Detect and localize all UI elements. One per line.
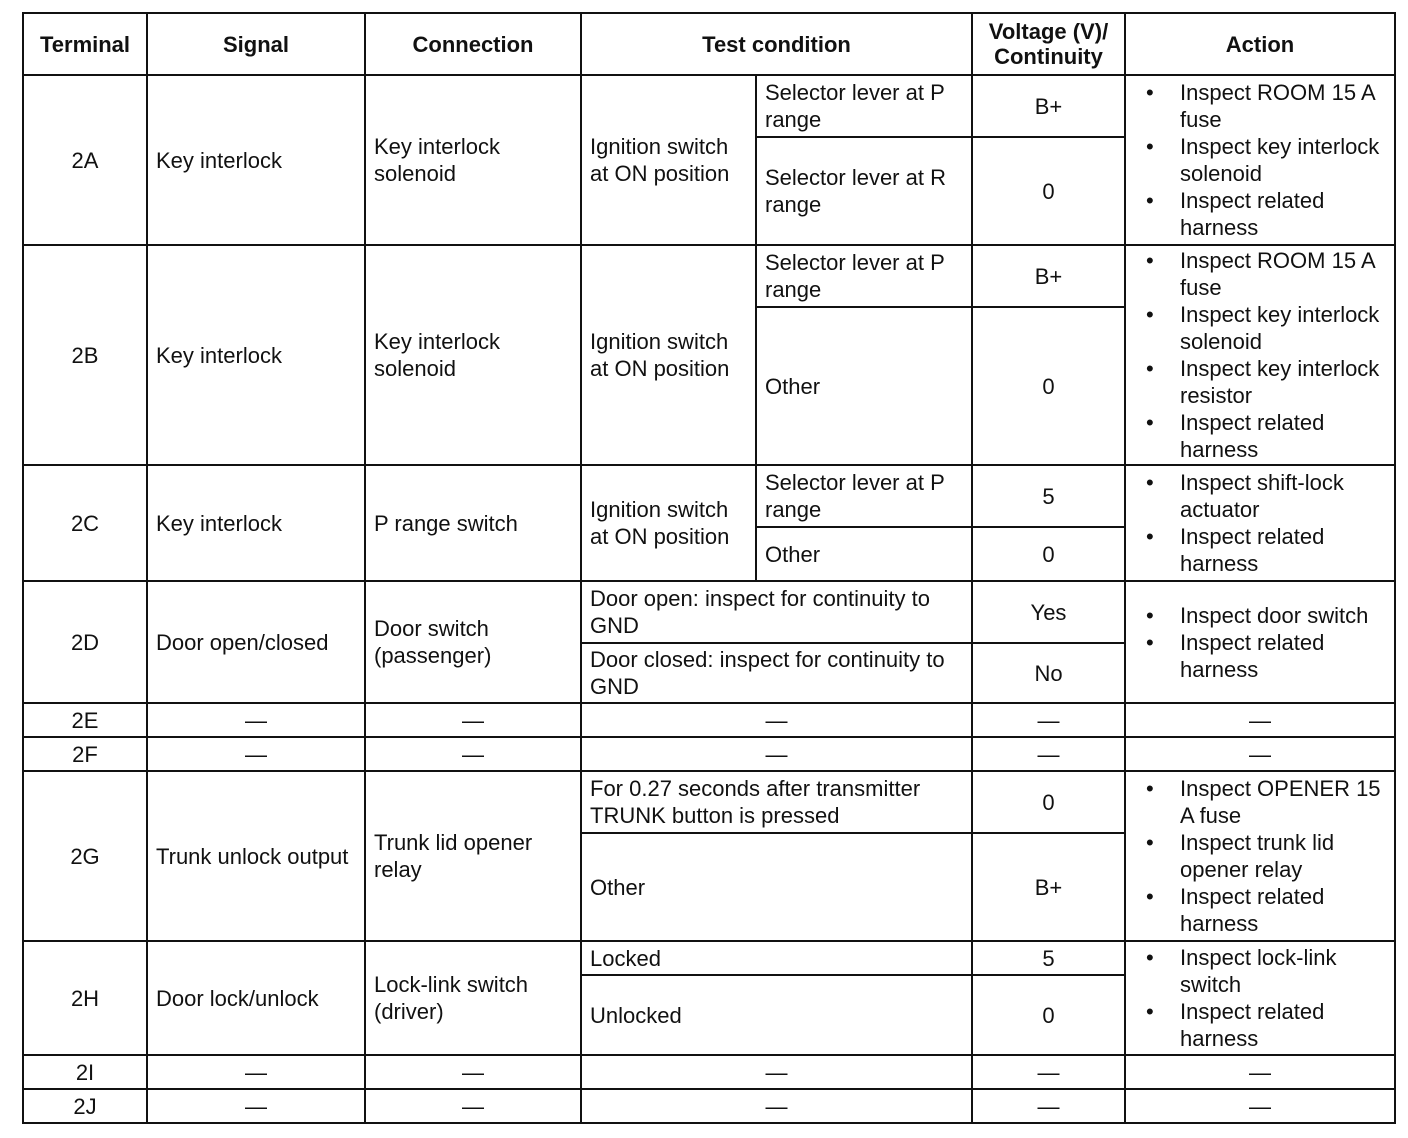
terminal-cell: 2D [23, 581, 147, 703]
table-row-2f [23, 737, 1395, 771]
signal-cell: — [147, 737, 365, 771]
action-cell [1125, 941, 1395, 1055]
sub-condition-cell: Selector lever at P range [756, 75, 972, 137]
condition-cell: Ignition switch at ON position [581, 75, 756, 245]
header-voltage: Voltage (V)/ Continuity [972, 13, 1125, 75]
action-cell [1125, 465, 1395, 581]
action-list [1134, 247, 1386, 463]
signal-cell: — [147, 1055, 365, 1089]
signal-cell: Door open/closed [147, 581, 365, 703]
action-item: • Inspect related harness [1180, 187, 1386, 241]
terminal-cell: 2C [23, 465, 147, 581]
action-item: • Inspect trunk lid opener relay [1180, 829, 1386, 883]
condition-cell: Unlocked [581, 975, 972, 1055]
action-list [1134, 469, 1386, 577]
action-cell: — [1125, 1089, 1395, 1123]
action-item: • Inspect door switch [1180, 602, 1386, 629]
connection-cell: Door switch (passenger) [365, 581, 581, 703]
value-cell: — [972, 1055, 1125, 1089]
signal-cell: — [147, 703, 365, 737]
table-row-2g [23, 771, 1395, 833]
action-cell [1125, 75, 1395, 245]
condition-cell: — [581, 1055, 972, 1089]
condition-cell: Ignition switch at ON position [581, 245, 756, 465]
condition-cell: — [581, 737, 972, 771]
terminal-table [22, 12, 1396, 1124]
value-cell: 0 [972, 771, 1125, 833]
table-row-2j [23, 1089, 1395, 1123]
header-action: Action [1125, 13, 1395, 75]
action-cell: — [1125, 737, 1395, 771]
terminal-table-wrapper [22, 12, 1396, 1124]
condition-cell: For 0.27 seconds after transmitter TRUNK button is pressed [581, 771, 972, 833]
table-row-2a [23, 75, 1395, 137]
action-item: • Inspect related harness [1180, 998, 1386, 1052]
table-row-2d [23, 581, 1395, 643]
connection-cell: — [365, 737, 581, 771]
value-cell: 5 [972, 465, 1125, 527]
table-row-2i [23, 1055, 1395, 1089]
header-row [23, 13, 1395, 75]
sub-condition-cell: Selector lever at P range [756, 465, 972, 527]
signal-cell: Trunk unlock output [147, 771, 365, 941]
action-list [1134, 775, 1386, 937]
action-cell [1125, 581, 1395, 703]
action-list [1134, 602, 1386, 683]
connection-cell: Key interlock solenoid [365, 245, 581, 465]
condition-cell: Ignition switch at ON position [581, 465, 756, 581]
action-item: • Inspect related harness [1180, 409, 1386, 463]
table-row-2b [23, 245, 1395, 307]
table-row-2c [23, 465, 1395, 527]
value-cell: 0 [972, 975, 1125, 1055]
value-cell: No [972, 643, 1125, 703]
sub-condition-cell: Selector lever at R range [756, 137, 972, 245]
value-cell: B+ [972, 75, 1125, 137]
action-cell: — [1125, 703, 1395, 737]
header-test-condition: Test condition [581, 13, 972, 75]
action-item: • Inspect ROOM 15 A fuse [1180, 247, 1386, 301]
condition-cell: — [581, 703, 972, 737]
value-cell: 0 [972, 527, 1125, 581]
header-connection: Connection [365, 13, 581, 75]
signal-cell: Key interlock [147, 75, 365, 245]
table-row-2h [23, 941, 1395, 975]
action-item: • Inspect shift-lock actuator [1180, 469, 1386, 523]
sub-condition-cell: Other [756, 527, 972, 581]
action-item: • Inspect related harness [1180, 523, 1386, 577]
connection-cell: — [365, 1089, 581, 1123]
action-item: • Inspect key interlock solenoid [1180, 301, 1386, 355]
sub-condition-cell: Other [756, 307, 972, 465]
terminal-cell: 2H [23, 941, 147, 1055]
connection-cell: Key interlock solenoid [365, 75, 581, 245]
action-item: • Inspect lock-link switch [1180, 944, 1386, 998]
value-cell: 5 [972, 941, 1125, 975]
value-cell: — [972, 1089, 1125, 1123]
action-cell [1125, 245, 1395, 465]
connection-cell: Lock-link switch (driver) [365, 941, 581, 1055]
value-cell: Yes [972, 581, 1125, 643]
sub-condition-cell: Selector lever at P range [756, 245, 972, 307]
action-list [1134, 944, 1386, 1052]
connection-cell: Trunk lid opener relay [365, 771, 581, 941]
value-cell: B+ [972, 833, 1125, 941]
action-item: • Inspect ROOM 15 A fuse [1180, 79, 1386, 133]
condition-cell: Door closed: inspect for continuity to GND [581, 643, 972, 703]
value-cell: B+ [972, 245, 1125, 307]
value-cell: 0 [972, 137, 1125, 245]
value-cell: — [972, 703, 1125, 737]
signal-cell: Key interlock [147, 465, 365, 581]
terminal-cell: 2E [23, 703, 147, 737]
condition-cell: Locked [581, 941, 972, 975]
connection-cell: P range switch [365, 465, 581, 581]
terminal-cell: 2B [23, 245, 147, 465]
condition-cell: Door open: inspect for continuity to GND [581, 581, 972, 643]
action-item: • Inspect key interlock resistor [1180, 355, 1386, 409]
header-signal: Signal [147, 13, 365, 75]
header-terminal: Terminal [23, 13, 147, 75]
action-item: • Inspect key interlock solenoid [1180, 133, 1386, 187]
action-cell [1125, 771, 1395, 941]
connection-cell: — [365, 703, 581, 737]
action-list [1134, 79, 1386, 241]
terminal-cell: 2G [23, 771, 147, 941]
action-item: • Inspect related harness [1180, 629, 1386, 683]
table-row-2e [23, 703, 1395, 737]
action-item: • Inspect OPENER 15 A fuse [1180, 775, 1386, 829]
value-cell: 0 [972, 307, 1125, 465]
signal-cell: — [147, 1089, 365, 1123]
action-item: • Inspect related harness [1180, 883, 1386, 937]
value-cell: — [972, 737, 1125, 771]
action-cell: — [1125, 1055, 1395, 1089]
signal-cell: Key interlock [147, 245, 365, 465]
terminal-cell: 2A [23, 75, 147, 245]
terminal-cell: 2F [23, 737, 147, 771]
condition-cell: Other [581, 833, 972, 941]
condition-cell: — [581, 1089, 972, 1123]
terminal-cell: 2I [23, 1055, 147, 1089]
terminal-cell: 2J [23, 1089, 147, 1123]
connection-cell: — [365, 1055, 581, 1089]
signal-cell: Door lock/unlock [147, 941, 365, 1055]
